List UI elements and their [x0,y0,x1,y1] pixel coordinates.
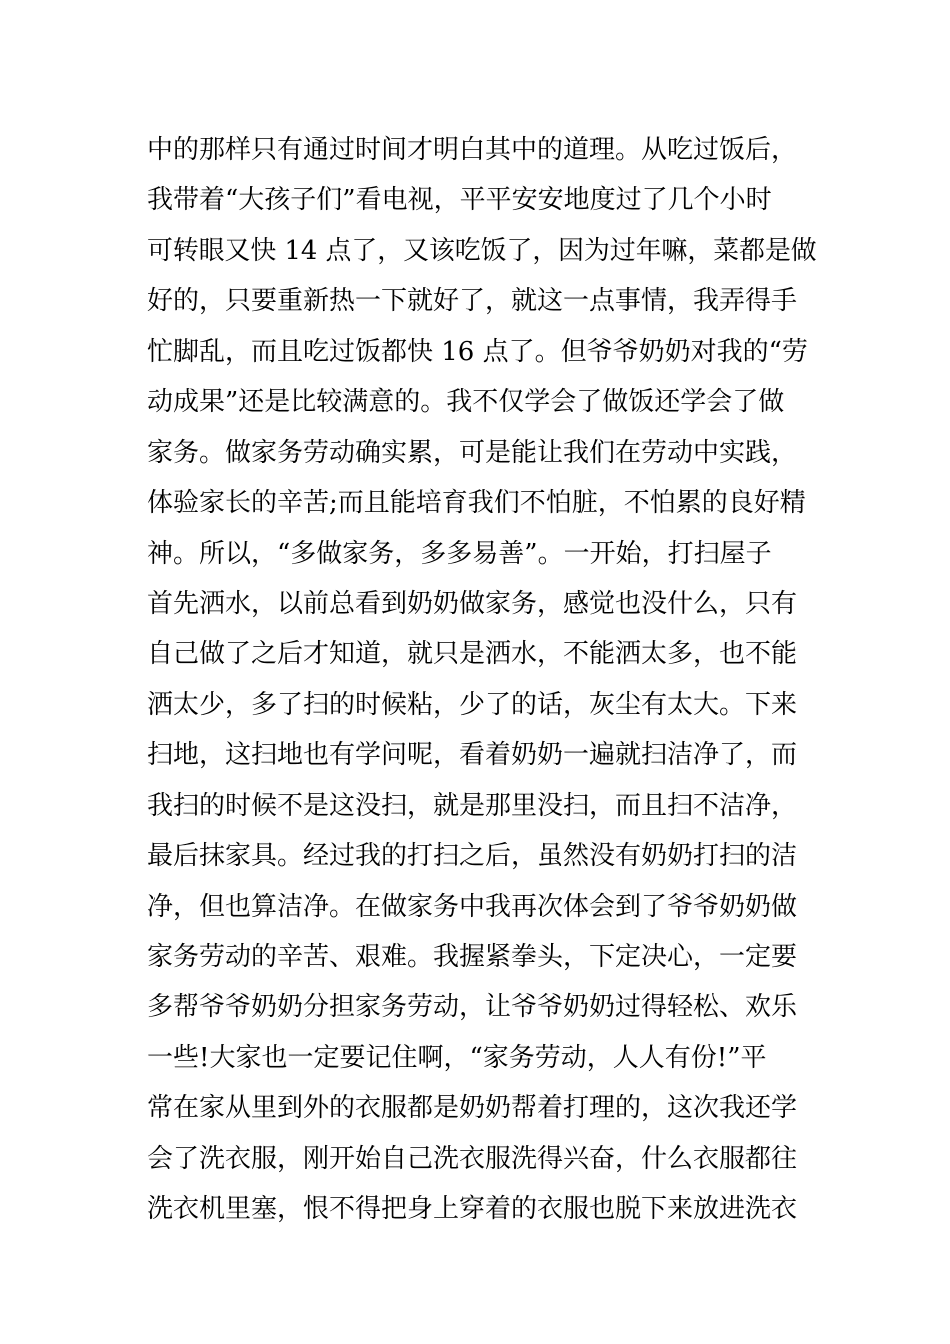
text-line: 家务。做家务劳动确实累，可是能让我们在劳动中实践， [147,437,798,468]
text-line: 我扫的时候不是这没扫，就是那里没扫，而且扫不洁净， [147,790,798,821]
text-line: 中的那样只有通过时间才明白其中的道理。从吃过饭后， [147,135,798,165]
text-line: 体验家长的辛苦;而且能培育我们不怕脏，不怕累的良好精 [147,488,806,519]
text-line: 多帮爷爷奶奶分担家务劳动，让爷爷奶奶过得轻松、欢乐 [147,992,798,1023]
text-line: 一些!大家也一定要记住啊，“家务劳动，人人有份!”平 [147,1042,767,1073]
text-line: 洒太少，多了扫的时候粘，少了的话，灰尘有太大。下来 [147,689,798,720]
text-line: 动成果”还是比较满意的。我不仅学会了做饭还学会了做 [147,387,785,418]
text-line: 洗衣机里塞，恨不得把身上穿着的衣服也脱下来放进洗衣 [147,1194,798,1225]
text-line: 净，但也算洁净。在做家务中我再次体会到了爷爷奶奶做 [147,891,798,922]
text-line: 最后抹家具。经过我的打扫之后，虽然没有奶奶打扫的洁 [147,841,798,872]
text-line: 忙脚乱，而且吃过饭都快 16 点了。但爷爷奶奶对我的“劳 [147,336,808,367]
body-text [147,125,817,1235]
text-line: 自己做了之后才知道，就只是洒水，不能洒太多，也不能 [147,639,798,670]
text-line: 会了洗衣服，刚开始自己洗衣服洗得兴奋，什么衣服都往 [147,1143,798,1174]
text-line: 首先洒水，以前总看到奶奶做家务，感觉也没什么，只有 [147,588,798,619]
text-line: 可转眼又快 14 点了，又该吃饭了，因为过年嘛，菜都是做 [147,235,817,266]
text-line: 扫地，这扫地也有学问呢，看着奶奶一遍就扫洁净了，而 [147,740,798,771]
text-line: 我带着“大孩子们”看电视，平平安安地度过了几个小时 [147,185,772,216]
text-line: 常在家从里到外的衣服都是奶奶帮着打理的，这次我还学 [147,1093,798,1124]
text-line: 好的，只要重新热一下就好了，就这一点事情，我弄得手 [147,286,798,317]
text-line: 神。所以，“多做家务，多多易善”。一开始，打扫屋子 [147,538,772,569]
text-line: 家务劳动的辛苦、艰难。我握紧拳头，下定决心，一定要 [147,942,798,972]
